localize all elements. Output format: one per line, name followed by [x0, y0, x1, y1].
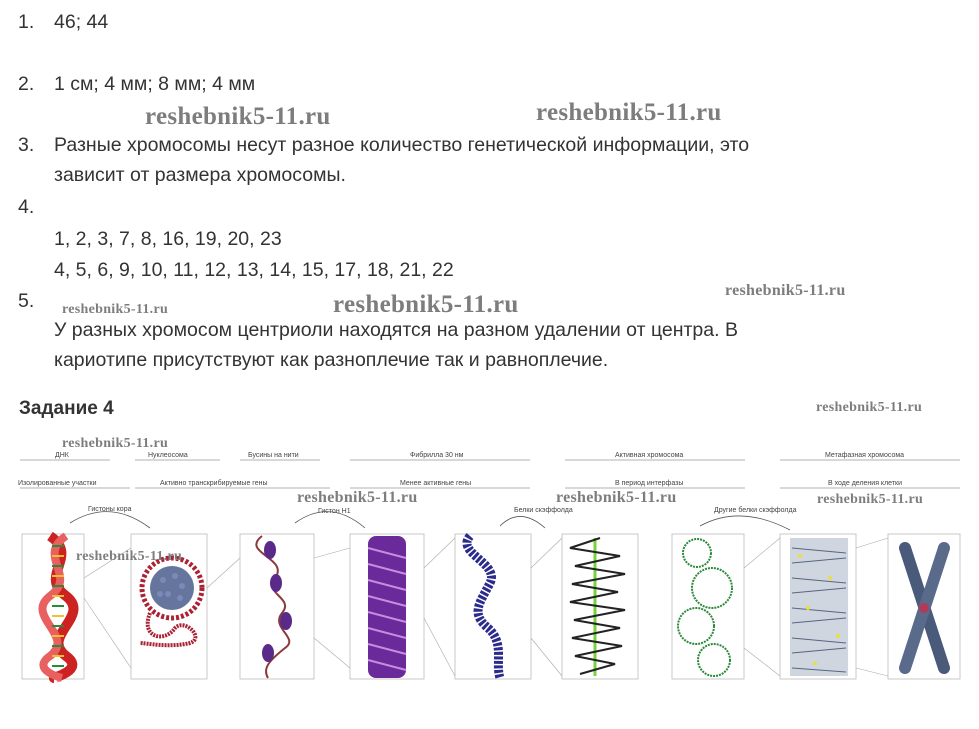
answer-5-text-line-1: У разных хромосом центриоли находятся на разном удалении от центра. В: [54, 319, 738, 341]
metaphase-chromatin-image: [790, 538, 848, 676]
chromatin-loops-image: [678, 539, 732, 676]
beads-on-string-image: [256, 536, 292, 678]
answer-3-text-line-1: Разные хромосомы несут разное количество генетической информации, это: [54, 134, 750, 156]
watermark: reshebnik5-11.ru: [536, 99, 722, 126]
watermark: reshebnik5-11.ru: [297, 489, 418, 506]
diagram-label-beads: Бусины на нити: [248, 452, 299, 459]
diagram-label-core-histones: Гистоны кора: [88, 506, 132, 513]
metaphase-x-chromosome-image: [905, 548, 944, 668]
diagram-label-dna: ДНК: [55, 452, 69, 459]
watermark: reshebnik5-11.ru: [556, 489, 677, 506]
answer-2-number: 2.: [18, 73, 35, 95]
diagram-label-nucleosome: Нуклеосома: [148, 452, 188, 459]
diagram-label-histone-h1: Гистон Н1: [318, 508, 351, 515]
nucleosome-image: [140, 558, 202, 645]
watermark: reshebnik5-11.ru: [76, 549, 183, 564]
answer-4-text-line-1: 1, 2, 3, 7, 8, 16, 19, 20, 23: [54, 228, 282, 250]
diagram-label-active-chromosome: Активная хромосома: [615, 452, 684, 459]
diagram-label-interphase: В период интерфазы: [615, 480, 684, 487]
watermark: reshebnik5-11.ru: [62, 302, 169, 317]
watermark: reshebnik5-11.ru: [816, 400, 923, 415]
answer-1-text: 46; 44: [54, 11, 109, 33]
active-chromosome-image: [570, 538, 625, 676]
answer-5-number: 5.: [18, 290, 35, 312]
diagram-label-less-active: Менее активные гены: [400, 480, 472, 487]
answer-3-text-line-2: зависит от размера хромосомы.: [54, 164, 346, 186]
watermark: reshebnik5-11.ru: [725, 282, 846, 299]
dna-helix-image: [42, 536, 73, 678]
answer-3-number: 3.: [18, 134, 35, 156]
watermark: reshebnik5-11.ru: [145, 103, 331, 130]
watermark: reshebnik5-11.ru: [62, 436, 169, 451]
answer-2-text: 1 см; 4 мм; 8 мм; 4 мм: [54, 73, 256, 95]
diagram-label-metaphase-chromosome: Метафазная хромосома: [825, 452, 905, 459]
section-title: Задание 4: [19, 398, 114, 419]
answer-5-text-line-2: кариотипе присутствуют как разноплечие так и равноплечие.: [54, 349, 609, 371]
answer-4-number: 4.: [18, 196, 35, 218]
diagram-label-isolated: Изолированные участки: [18, 480, 97, 487]
diagram-label-other-scaffold: Другие белки скэффолда: [714, 507, 797, 514]
diagram-label-fibril: Фибрилла 30 нм: [410, 452, 464, 459]
answer-1-number: 1.: [18, 11, 35, 33]
coiled-fibril-image: [467, 536, 500, 678]
diagram-label-active-genes: Активно транскрибируемые гены: [160, 480, 268, 487]
fibril-image: [368, 536, 406, 678]
watermark: reshebnik5-11.ru: [817, 492, 924, 507]
diagram-label-division: В ходе деления клетки: [828, 480, 902, 487]
watermark: reshebnik5-11.ru: [333, 291, 519, 318]
answer-4-text-line-2: 4, 5, 6, 9, 10, 11, 12, 13, 14, 15, 17, 18, 21, 22: [54, 259, 454, 281]
diagram-label-scaffold: Белки скэффолда: [514, 507, 573, 514]
